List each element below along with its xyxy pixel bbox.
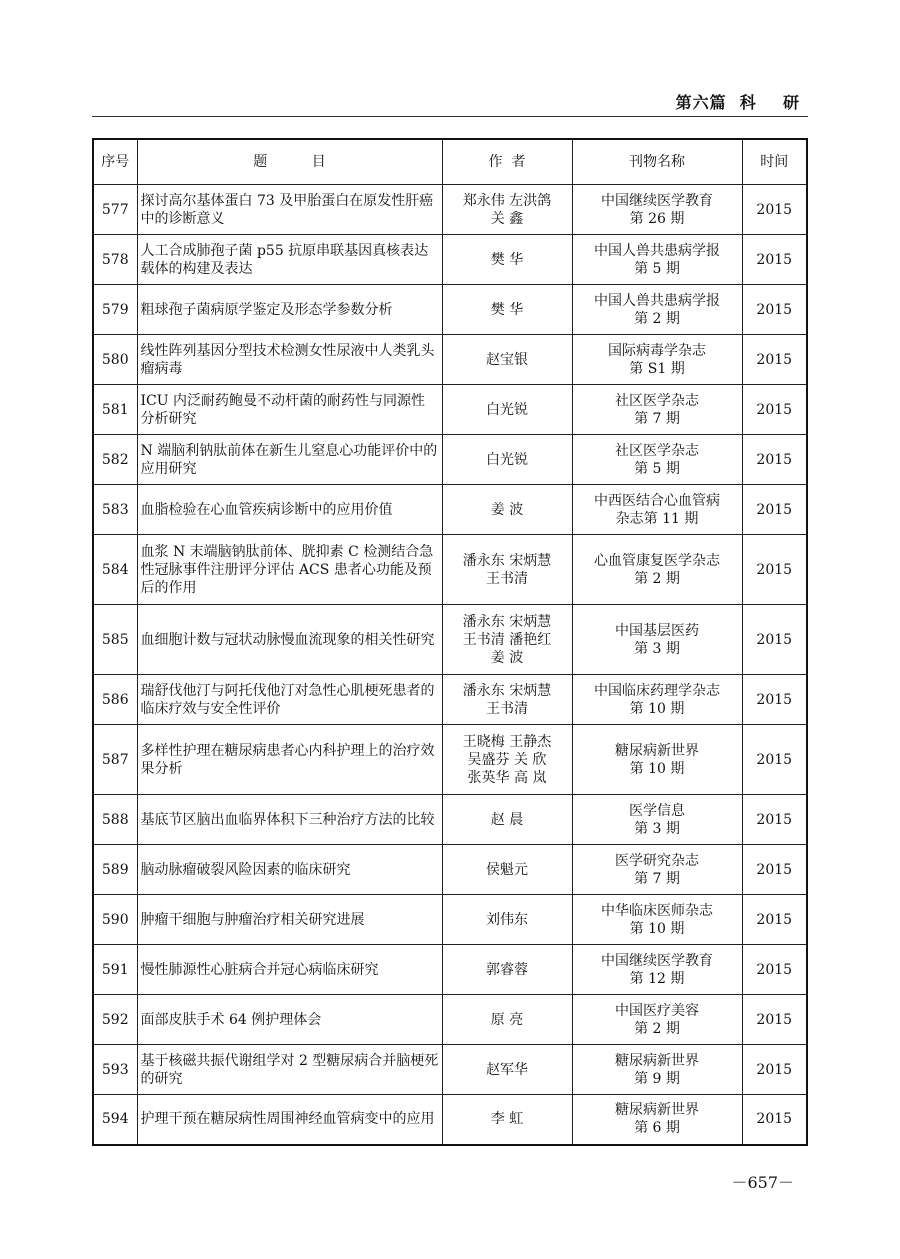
row-journal: 中国基层医药 第 3 期	[572, 605, 742, 675]
row-year: 2015	[742, 185, 807, 235]
row-journal: 国际病毒学杂志 第 S1 期	[572, 335, 742, 385]
row-title: 肿瘤干细胞与肿瘤治疗相关研究进展	[137, 895, 442, 945]
row-title: 血脂检验在心血管疾病诊断中的应用价值	[137, 485, 442, 535]
row-number: 593	[93, 1045, 137, 1095]
row-authors: 樊 华	[442, 235, 572, 285]
row-number: 580	[93, 335, 137, 385]
table-row	[93, 235, 807, 285]
row-title: 瑞舒伐他汀与阿托伐他汀对急性心肌梗死患者的临床疗效与安全性评价	[137, 675, 442, 725]
row-number: 591	[93, 945, 137, 995]
row-authors: 白光锐	[442, 435, 572, 485]
row-authors: 潘永东 宋炳慧 王书清	[442, 535, 572, 605]
row-number: 588	[93, 795, 137, 845]
row-year: 2015	[742, 725, 807, 795]
row-number: 584	[93, 535, 137, 605]
row-journal: 中西医结合心血管病 杂志第 11 期	[572, 485, 742, 535]
row-authors: 白光锐	[442, 385, 572, 435]
row-number: 585	[93, 605, 137, 675]
col-header-title: 题 目	[137, 139, 442, 185]
table-row	[93, 185, 807, 235]
row-number: 579	[93, 285, 137, 335]
table-row	[93, 385, 807, 435]
row-year: 2015	[742, 945, 807, 995]
row-authors: 原 亮	[442, 995, 572, 1045]
row-year: 2015	[742, 435, 807, 485]
row-year: 2015	[742, 895, 807, 945]
table-row	[93, 1095, 807, 1145]
row-title: 血浆 N 末端脑钠肽前体、胱抑素 C 检测结合急性冠脉事件注册评分评估 ACS 患者心功能及预后的作用	[137, 535, 442, 605]
row-title: 线性阵列基因分型技术检测女性尿液中人类乳头瘤病毒	[137, 335, 442, 385]
running-header	[92, 88, 808, 117]
row-year: 2015	[742, 235, 807, 285]
row-year: 2015	[742, 535, 807, 605]
row-authors: 郑永伟 左洪鸽 关 鑫	[442, 185, 572, 235]
table-row	[93, 845, 807, 895]
col-header-journal: 刊物名称	[572, 139, 742, 185]
row-authors: 郭睿蓉	[442, 945, 572, 995]
table-body	[93, 185, 807, 1145]
row-authors: 姜 波	[442, 485, 572, 535]
row-journal: 中国医疗美容 第 2 期	[572, 995, 742, 1045]
row-journal: 中华临床医师杂志 第 10 期	[572, 895, 742, 945]
row-authors: 赵宝银	[442, 335, 572, 385]
col-header-authors: 作 者	[442, 139, 572, 185]
row-title: 面部皮肤手术 64 例护理体会	[137, 995, 442, 1045]
row-journal: 糖尿病新世界 第 10 期	[572, 725, 742, 795]
table-row	[93, 945, 807, 995]
row-title: 人工合成肺孢子菌 p55 抗原串联基因真核表达载体的构建及表达	[137, 235, 442, 285]
row-year: 2015	[742, 845, 807, 895]
row-journal: 中国人兽共患病学报 第 5 期	[572, 235, 742, 285]
row-title: 基底节区脑出血临界体积下三种治疗方法的比较	[137, 795, 442, 845]
row-title: 护理干预在糖尿病性周围神经血管病变中的应用	[137, 1095, 442, 1145]
table-row	[93, 435, 807, 485]
col-header-number: 序号	[93, 139, 137, 185]
row-number: 590	[93, 895, 137, 945]
row-title: 探讨高尔基体蛋白 73 及甲胎蛋白在原发性肝癌中的诊断意义	[137, 185, 442, 235]
row-number: 586	[93, 675, 137, 725]
row-year: 2015	[742, 1045, 807, 1095]
row-journal: 中国人兽共患病学报 第 2 期	[572, 285, 742, 335]
table-row	[93, 995, 807, 1045]
row-authors: 赵军华	[442, 1045, 572, 1095]
table-row	[93, 895, 807, 945]
table-row	[93, 675, 807, 725]
row-authors: 樊 华	[442, 285, 572, 335]
row-year: 2015	[742, 605, 807, 675]
row-title: N 端脑利钠肽前体在新生儿窒息心功能评价中的应用研究	[137, 435, 442, 485]
row-number: 578	[93, 235, 137, 285]
row-year: 2015	[742, 675, 807, 725]
table-row	[93, 795, 807, 845]
row-title: 多样性护理在糖尿病患者心内科护理上的治疗效果分析	[137, 725, 442, 795]
row-year: 2015	[742, 385, 807, 435]
row-authors: 侯魁元	[442, 845, 572, 895]
row-journal: 心血管康复医学杂志 第 2 期	[572, 535, 742, 605]
row-journal: 医学信息 第 3 期	[572, 795, 742, 845]
table-row	[93, 605, 807, 675]
row-title: 基于核磁共振代谢组学对 2 型糖尿病合并脑梗死的研究	[137, 1045, 442, 1095]
row-year: 2015	[742, 485, 807, 535]
row-journal: 中国继续医学教育 第 12 期	[572, 945, 742, 995]
row-authors: 潘永东 宋炳慧 王书清	[442, 675, 572, 725]
row-number: 577	[93, 185, 137, 235]
row-number: 582	[93, 435, 137, 485]
row-title: ICU 内泛耐药鲍曼不动杆菌的耐药性与同源性分析研究	[137, 385, 442, 435]
row-title: 脑动脉瘤破裂风险因素的临床研究	[137, 845, 442, 895]
row-year: 2015	[742, 285, 807, 335]
col-header-year: 时间	[742, 139, 807, 185]
table-row	[93, 485, 807, 535]
row-journal: 糖尿病新世界 第 9 期	[572, 1045, 742, 1095]
row-year: 2015	[742, 995, 807, 1045]
row-journal: 医学研究杂志 第 7 期	[572, 845, 742, 895]
row-title: 血细胞计数与冠状动脉慢血流现象的相关性研究	[137, 605, 442, 675]
table-row	[93, 335, 807, 385]
publications-table	[92, 138, 808, 1146]
table-header-row	[93, 139, 807, 185]
row-year: 2015	[742, 335, 807, 385]
row-authors: 赵 晨	[442, 795, 572, 845]
row-number: 594	[93, 1095, 137, 1145]
row-number: 587	[93, 725, 137, 795]
row-authors: 李 虹	[442, 1095, 572, 1145]
row-number: 583	[93, 485, 137, 535]
row-journal: 社区医学杂志 第 5 期	[572, 435, 742, 485]
row-authors: 王晓梅 王静杰 吴盛芬 关 欣 张英华 高 岚	[442, 725, 572, 795]
row-journal: 糖尿病新世界 第 6 期	[572, 1095, 742, 1145]
table-row	[93, 725, 807, 795]
section-title: 第六篇 科 研	[675, 93, 800, 112]
row-authors: 刘伟东	[442, 895, 572, 945]
row-journal: 中国临床药理学杂志 第 10 期	[572, 675, 742, 725]
table-row	[93, 285, 807, 335]
row-title: 慢性肺源性心脏病合并冠心病临床研究	[137, 945, 442, 995]
row-journal: 社区医学杂志 第 7 期	[572, 385, 742, 435]
row-number: 589	[93, 845, 137, 895]
page-number: －657－	[731, 1173, 794, 1192]
row-title: 粗球孢子菌病原学鉴定及形态学参数分析	[137, 285, 442, 335]
row-number: 592	[93, 995, 137, 1045]
row-year: 2015	[742, 795, 807, 845]
row-year: 2015	[742, 1095, 807, 1145]
table-row	[93, 1045, 807, 1095]
row-number: 581	[93, 385, 137, 435]
row-authors: 潘永东 宋炳慧 王书清 潘艳红 姜 波	[442, 605, 572, 675]
row-journal: 中国继续医学教育 第 26 期	[572, 185, 742, 235]
table-row	[93, 535, 807, 605]
